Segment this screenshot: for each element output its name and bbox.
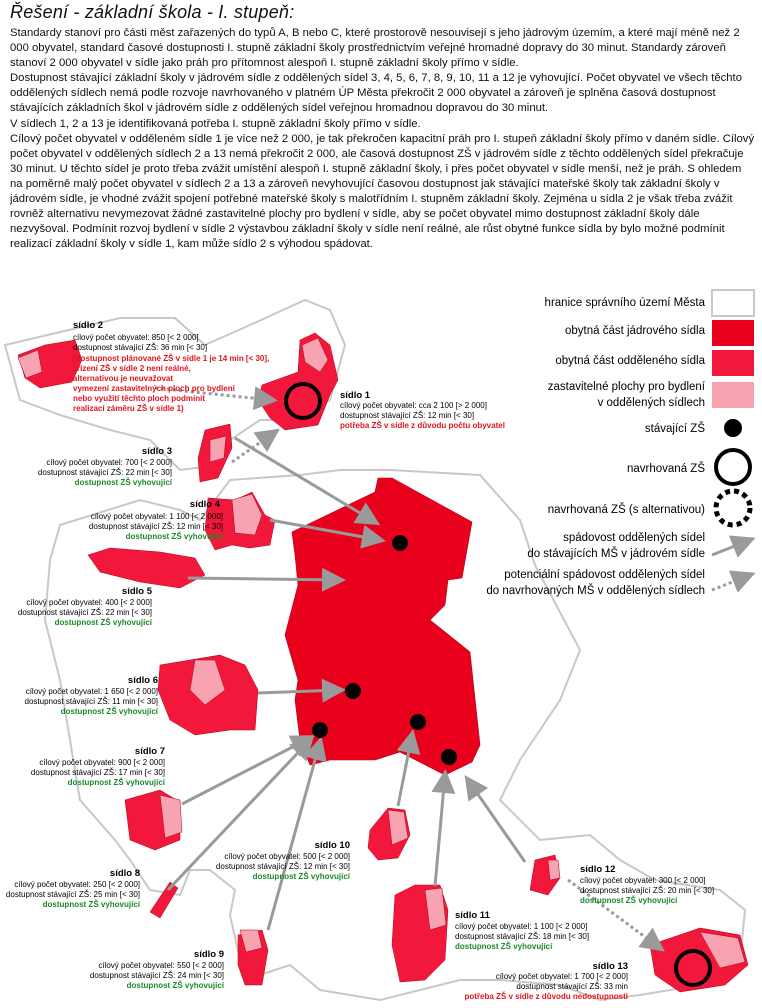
settlement-9-status: dostupnost ZŠ vyhovující [126, 981, 224, 990]
school-icon [410, 714, 426, 730]
settlement-3-status: dostupnost ZŠ vyhovující [74, 478, 172, 487]
settlement-8-line: dostupnost stávající ZŠ: 25 min [< 30] [5, 890, 140, 899]
settlement-3-line: dostupnost stávající ZŠ: 22 min [< 30] [37, 468, 172, 477]
settlement-4-line: dostupnost stávající ZŠ: 12 min [< 30] [88, 522, 223, 531]
settlement-9-line: dostupnost stávající ZŠ: 24 min [< 30] [89, 971, 224, 980]
settlement-7-label: sídlo 7 [134, 746, 165, 757]
settlement-7-status: dostupnost ZŠ vyhovující [67, 778, 165, 787]
settlement-12-line: cílový počet obyvatel: 300 [< 2 000] [580, 876, 706, 885]
paragraph: Dostupnost stávající základní školy v jádrovém sídle z oddělených sídel 3, 4, 5, 6, 7, 8, 9, 10, 11 a 12 je vyhovující. Počet obyvatel ve všech těchto oddělených sídlech nemá podle rozvoje navrhovaného v platném ÚP Města překročit 2 000 obyvatel a zároveň je splněna časová dostupnost stávajících základních škol v jádrovém sídle z oddělených sídel veřejnou hromadnou dopravou do 30 minut. [10, 72, 742, 115]
settlement-12-buildable [548, 860, 560, 880]
paragraph: Cílový počet obyvatel v odděleném sídle 1 je více než 2 000, je tak překročen kapacitní práh pro I. stupeň základní školy přímo v daném sídle. Cílový počet obyvatel v oddělených sídlech 2 a 13 nemá překročit 2 000, ale časová dostupnost ZŠ v jádrovém sídle z těchto oddělených sídel překračuje 30 minut. U těchto sídel je proto třeba zvážit umístění alespoň I. stupně základní školy, i přes počet obyvatel v sídle menší, než je práh. S ohledem na poměrně malý počet obyvatel v sídlech 2 a 13 a zároveň nevyhovující časovou dostupnost jak stávající mateřské školy tak základní školy v jádrovém sídle, je vhodné zvážit spojení potřebné mateřské školy s malotřídním I. stupněm základní školy. Zejména u sídla 2 je však třeba zvážit rovněž alternativu nevymezovat žádné zastavitelné plochy pro bydlení v sídle, aby se počet obyvatel mimo dostupnost základní školy dále nezvyšoval. Podmínit rozvoj bydlení v sídle 2 výstavbou základní školy v sídle není reálné, ale růst obytné funkce sídla by bylo možné podmínit realizací základní školy v sídle 1, kam může sídlo 2 s výhodou spádovat. [10, 132, 755, 251]
settlement-5-line: dostupnost stávající ZŠ: 22 min [< 30] [17, 608, 152, 617]
settlement-8-line: cílový počet obyvatel: 250 [< 2 000] [14, 880, 140, 889]
settlement-1-label: sídlo 1 [340, 390, 371, 401]
settlement-8-area [150, 882, 178, 918]
settlement-6-label: sídlo 6 [127, 675, 158, 686]
settlement-7-line: dostupnost stávající ZŠ: 17 min [< 30] [30, 768, 165, 777]
legend-arrow-dotted [712, 575, 750, 590]
legend [486, 290, 754, 597]
settlement-1-line: dostupnost stávající ZŠ: 12 min [< 30] [340, 411, 475, 420]
school-icon [345, 683, 361, 699]
settlement-2-status: realizací záměru ZŠ v sídle 1) [73, 404, 184, 413]
settlement-2-status: alternativou je neuvažovat [73, 374, 174, 383]
legend-label: zastavitelné plochy pro bydlení [547, 381, 705, 393]
arrow-s12 [468, 780, 525, 862]
settlement-8-label: sídlo 8 [109, 868, 140, 879]
settlement-9-label: sídlo 9 [193, 949, 224, 960]
settlement-6-line: dostupnost stávající ZŠ: 11 min [< 30] [24, 697, 158, 706]
school-icon [392, 535, 408, 551]
settlement-11-status: dostupnost ZŠ vyhovující [455, 942, 553, 951]
settlement-11-line: dostupnost stávající ZŠ: 18 min [< 30] [455, 932, 590, 941]
legend-label: obytná část odděleného sídla [555, 355, 705, 367]
settlement-12-status: dostupnost ZŠ vyhovující [580, 896, 678, 905]
settlement-6-line: cílový počet obyvatel: 1 650 [< 2 000] [25, 687, 158, 696]
school-icon [312, 722, 328, 738]
settlement-12-label: sídlo 12 [580, 864, 616, 875]
settlement-4-label: sídlo 4 [189, 499, 220, 510]
legend-boundary-swatch [712, 290, 754, 316]
legend-separate-swatch [712, 350, 754, 376]
settlement-5-area [88, 548, 205, 588]
settlement-2-status: nebo využití těchto ploch podmínit [73, 394, 205, 403]
settlement-10-status: dostupnost ZŠ vyhovující [252, 872, 350, 881]
legend-label: spádovost oddělených sídel [563, 532, 705, 544]
settlement-4-status: dostupnost ZŠ vyhovující [125, 532, 223, 541]
settlement-5-status: dostupnost ZŠ vyhovující [54, 618, 152, 627]
settlement-7-line: cílový počet obyvatel: 900 [< 2 000] [39, 758, 165, 767]
settlement-3-buildable [210, 436, 226, 462]
settlement-1-status: potřeba ZŠ v sídle z důvodu počtu obyvatel [340, 421, 505, 430]
legend-school-alternative-icon [716, 491, 750, 525]
settlement-5-line: cílový počet obyvatel: 400 [< 2 000] [26, 598, 152, 607]
settlement-3-label: sídlo 3 [141, 446, 172, 457]
legend-label: do navrhovaných MŠ v oddělených sídlech [486, 585, 705, 597]
settlement-9-line: cílový počet obyvatel: 550 [< 2 000] [98, 961, 224, 970]
body-text [10, 26, 755, 252]
settlement-11-label: sídlo 11 [455, 910, 490, 921]
settlement-13-status: potřeba ZŠ v sídle z důvodu nedostupnosti [464, 992, 628, 1001]
settlement-10-line: dostupnost stávající ZŠ: 12 min [< 30] [215, 862, 350, 871]
arrow-s7 [182, 738, 310, 804]
legend-label: obytná část jádrového sídla [564, 325, 705, 337]
settlement-10-line: cílový počet obyvatel: 500 [< 2 000] [224, 852, 350, 861]
settlement-map [0, 280, 762, 1008]
settlement-8-status: dostupnost ZŠ vyhovující [42, 900, 140, 909]
settlement-13-line: dostupnost stávající ZŠ: 33 min [516, 982, 628, 991]
legend-label: potenciální spádovost oddělených sídel [504, 569, 705, 581]
settlement-6-status: dostupnost ZŠ vyhovující [60, 707, 158, 716]
legend-school-proposed-icon [716, 450, 750, 484]
legend-label: hranice správního území Města [544, 297, 705, 309]
settlement-10-label: sídlo 10 [314, 840, 350, 851]
settlement-5-label: sídlo 5 [121, 586, 152, 597]
settlement-1-line: cílový počet obyvatel: cca 2 100 [> 2 000] [340, 401, 487, 410]
settlement-2-line: dostupnost stávající ZŠ: 36 min [< 30] [73, 343, 208, 352]
arrow-s5 [188, 578, 340, 580]
legend-core-swatch [712, 320, 754, 346]
settlement-12-line: dostupnost stávající ZŠ: 20 min [< 30] [580, 886, 715, 895]
settlement-13-label: sídlo 13 [592, 961, 628, 972]
arrow-s9 [268, 742, 320, 930]
legend-label: do stávajících MŠ v jádrovém sídle [527, 548, 705, 560]
legend-buildable-swatch [712, 382, 754, 408]
legend-label: navrhovaná ZŠ (s alternativou) [547, 504, 705, 516]
settlement-13-line: cílový počet obyvatel: 1 700 [< 2 000] [495, 972, 628, 981]
settlement-2-label: sídlo 2 [73, 320, 104, 331]
page-title: Řešení - základní škola - I. stupeň: [10, 2, 295, 22]
settlement-3-line: cílový počet obyvatel: 700 [< 2 000] [46, 458, 172, 467]
legend-school-existing-icon [724, 419, 742, 437]
settlement-11-line: cílový počet obyvatel: 1 100 [< 2 000] [455, 922, 588, 931]
arrow-s11 [435, 775, 445, 886]
settlement-2-status: zřízení ZŠ v sídle 2 není reálné, [73, 364, 191, 373]
school-icon [441, 749, 457, 765]
settlement-2-line: cílový počet obyvatel: 850 [< 2 000] [73, 333, 199, 342]
settlement-4-line: cílový počet obyvatel: 1 100 [< 2 000] [90, 512, 223, 521]
legend-label: navrhovaná ZŠ [627, 463, 705, 475]
legend-label: stávající ZŠ [644, 423, 705, 435]
paragraph: V sídlech 1, 2 a 13 je identifikovaná potřeba I. stupně základní školy přímo v sídle. [10, 117, 421, 130]
settlement-2-status: vymezení zastavitelných ploch pro bydlení [73, 384, 235, 393]
legend-arrow-solid [712, 540, 750, 555]
settlement-2-status: (dostupnost plánované ZŠ v sídle 1 je 14 min [< 30], [73, 354, 270, 363]
legend-label: v oddělených sídlech [597, 397, 705, 409]
paragraph: Standardy stanoví pro části měst zařazených do typů A, B nebo C, které prostorově nesouvisejí s jeho jádrovým územím, a které mají méně než 2 000 obyvatel, standard časové dostupnosti I. stupně základní školy prostřednictvím veřejné hromadné dopravy do 30 minut. Standardy zároveň stanoví 2 000 obyvatel v sídle jako práh pro přítomnost alespoň I. stupně základní školy přímo v sídle. [10, 27, 740, 70]
